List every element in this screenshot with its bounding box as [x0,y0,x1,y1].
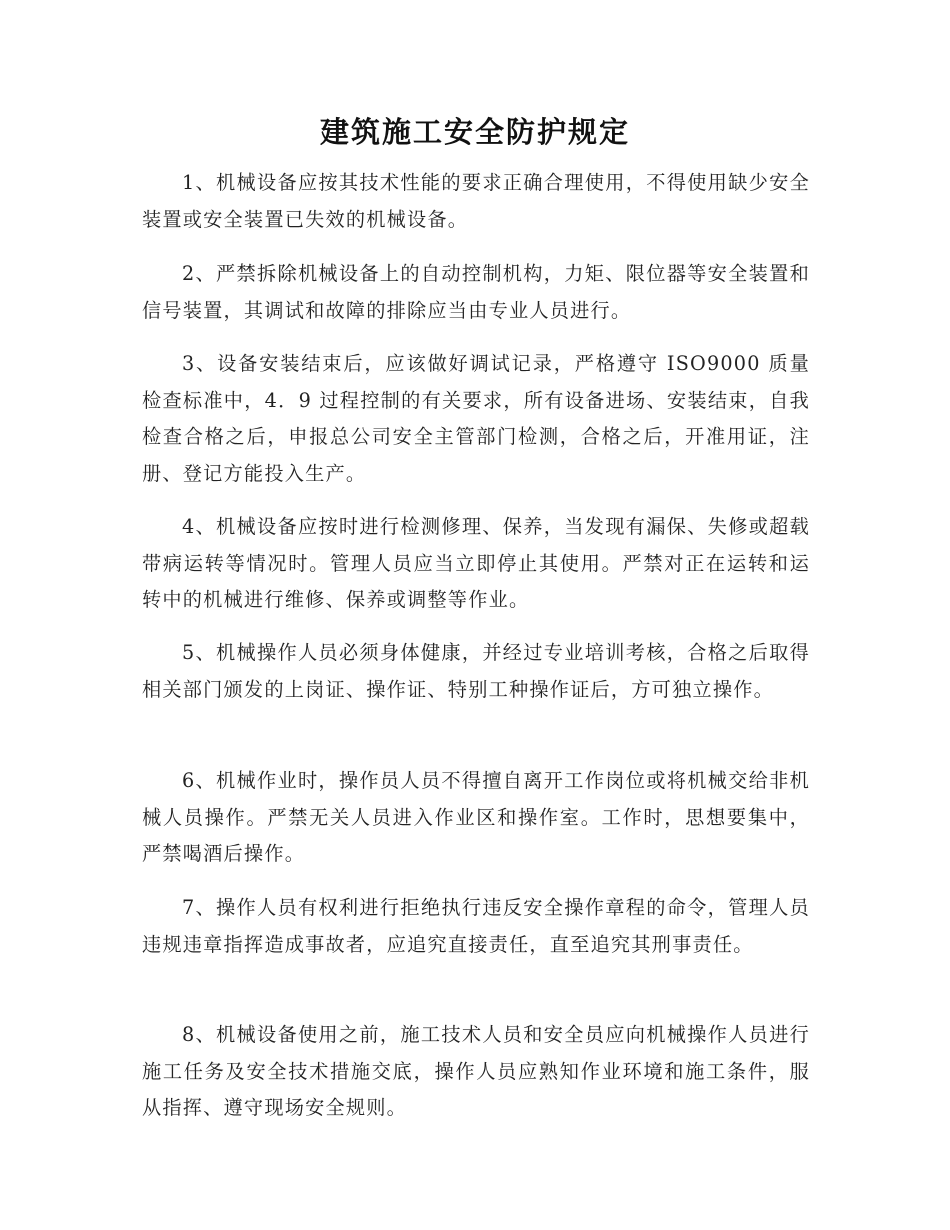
clause-6: 6、机械作业时，操作员人员不得擅自离开工作岗位或将机械交给非机械人员操作。严禁无关人员进入作业区和操作室。工作时，思想要集中，严禁喝酒后操作。 [142,769,810,865]
clause-4: 4、机械设备应按时进行检测修理、保养，当发现有漏保、失修或超载带病运转等情况时。管理人员应当立即停止其使用。严禁对正在运转和运转中的机械进行维修、保养或调整等作业。 [142,515,810,611]
clause-3: 3、设备安装结束后，应该做好调试记录，严格遵守 ISO9000 质量检查标准中，4．9 过程控制的有关要求，所有设备进场、安装结束，自我检查合格之后，申报总公司安全主管部门检测，合格之后，开准用证，注册、登记方能投入生产。 [142,352,810,485]
clause-8: 8、机械设备使用之前，施工技术人员和安全员应向机械操作人员进行施工任务及安全技术措施交底，操作人员应熟知作业环境和施工条件，服从指挥、遵守现场安全规则。 [142,1023,810,1119]
document-title: 建筑施工安全防护规定 [319,115,630,149]
clause-5: 5、机械操作人员必须身体健康，并经过专业培训考核，合格之后取得相关部门颁发的上岗证、操作证、特别工种操作证后，方可独立操作。 [142,641,810,701]
clause-2: 2、严禁拆除机械设备上的自动控制机构，力矩、限位器等安全装置和信号装置，其调试和故障的排除应当由专业人员进行。 [142,262,810,322]
clause-1: 1、机械设备应按其技术性能的要求正确合理使用，不得使用缺少安全装置或安全装置已失效的机械设备。 [142,171,810,231]
clause-7: 7、操作人员有权利进行拒绝执行违反安全操作章程的命令，管理人员违规违章指挥造成事故者，应追究直接责任，直至追究其刑事责任。 [142,896,810,956]
